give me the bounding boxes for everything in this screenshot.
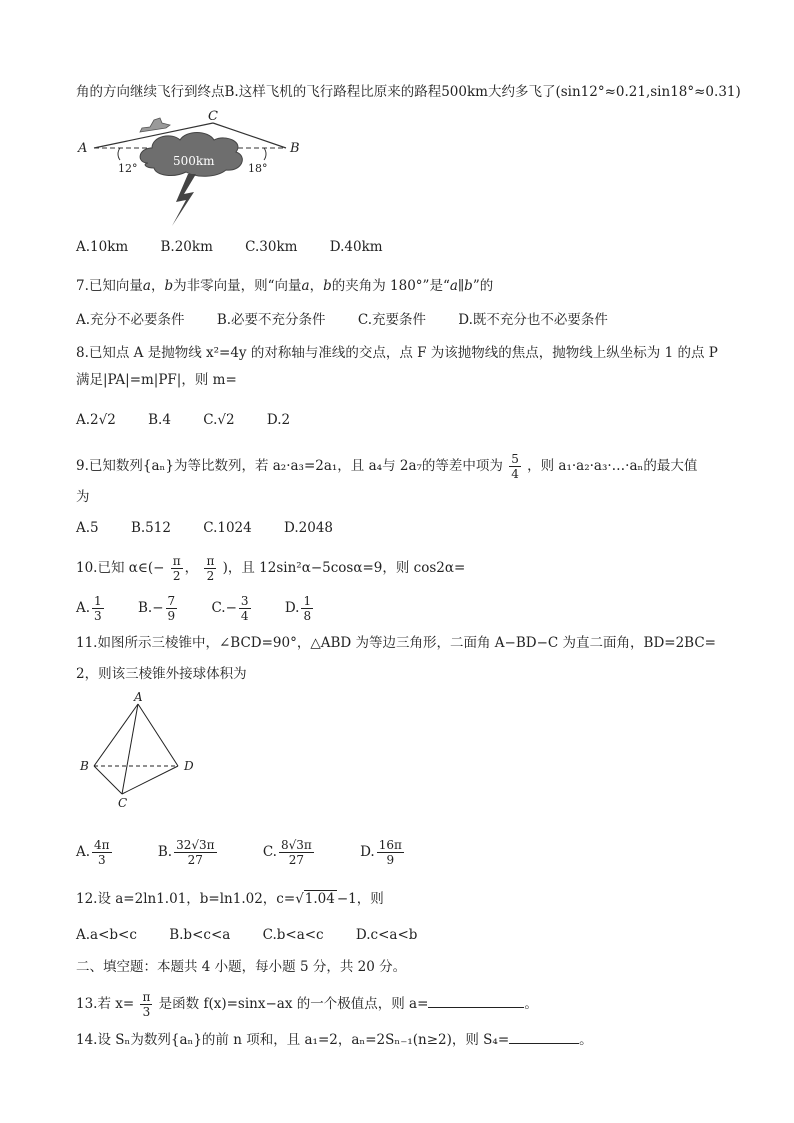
q12-option-c: C.b<a<c xyxy=(262,927,324,943)
q9-option-a: A.5 xyxy=(76,520,99,536)
q11-option-b xyxy=(158,838,219,867)
q10-option-b xyxy=(138,594,179,623)
q11-option-a xyxy=(76,838,114,867)
q13-answer-blank[interactable] xyxy=(428,993,524,1008)
q12-option-a: A.a<b<c xyxy=(76,927,137,943)
q6-option-b: B.20km xyxy=(160,239,213,255)
q7-option-b: B.必要不充分条件 xyxy=(216,312,326,328)
q7-sep-2: ， xyxy=(309,278,324,294)
section-2-heading: 二、填空题：本题共 4 小题，每小题 5 分，共 20 分。 xyxy=(76,959,407,975)
q6-fig-a: A xyxy=(78,141,88,156)
q10-option-d-num: 1 xyxy=(303,594,312,608)
q11-line2: 2，则该三棱锥外接球体积为 xyxy=(76,666,247,682)
q8-option-a: A.2√2 xyxy=(76,412,116,428)
q10-text-pre: 10.已知 α∈(− xyxy=(76,560,165,576)
q11-option-c xyxy=(263,838,316,867)
q10-option-b-frac xyxy=(166,594,178,623)
q13-fraction xyxy=(140,990,152,1019)
q13-end: 。 xyxy=(524,996,538,1012)
q11-fig-d: D xyxy=(184,759,194,773)
q10-option-c-sign: − xyxy=(225,600,237,616)
q6-option-d: D.40km xyxy=(329,239,383,255)
q11-option-a-frac xyxy=(92,838,112,867)
q10-text-post: )，且 12sin²α−5cosα=9，则 cos2α= xyxy=(222,560,466,576)
q10-option-c-prefix: C. xyxy=(211,600,226,616)
q7-option-d: D.既不充分也不必要条件 xyxy=(458,312,608,328)
q11-option-c-den: 27 xyxy=(288,853,305,867)
q10-option-b-num: 7 xyxy=(167,594,176,608)
q10-option-a-num: 1 xyxy=(94,594,102,608)
q11-fig-b: B xyxy=(80,759,89,773)
q11-option-c-frac xyxy=(279,838,314,867)
q6-angle-right: 18° xyxy=(248,162,268,175)
q10-option-b-sign: − xyxy=(152,600,164,616)
q9-option-d: D.2048 xyxy=(284,520,334,536)
q9-options xyxy=(76,518,361,538)
q12-sqrt-content: 1.04 xyxy=(304,891,335,907)
q10-option-a-frac xyxy=(92,594,104,623)
q10-comma: ， xyxy=(184,560,199,576)
q11-option-a-prefix: A. xyxy=(76,844,91,860)
q7-vec-a: a xyxy=(142,278,151,294)
q13-text-post: 是函数 f(x)=sinx−ax 的一个极值点，则 a= xyxy=(158,996,429,1012)
q10-option-b-den: 9 xyxy=(167,609,176,623)
q6-fig-c: C xyxy=(208,109,218,124)
q7-text-pre: 7.已知向量 xyxy=(76,278,143,294)
q7-option-c: C.充要条件 xyxy=(357,312,426,328)
q10-option-d-frac xyxy=(301,594,313,623)
q9-question xyxy=(76,452,697,481)
q13-frac-den: 3 xyxy=(142,1005,151,1019)
q10-option-a xyxy=(76,594,106,623)
q10-options xyxy=(76,594,343,623)
q11-option-b-num: 32√3π xyxy=(176,838,215,852)
q11-option-d-num: 16π xyxy=(378,838,402,852)
q9-line2: 为 xyxy=(76,489,90,505)
q7-text-post: ”的 xyxy=(472,278,494,294)
q11-options xyxy=(76,838,434,867)
q11-fig-c: C xyxy=(118,796,128,810)
q9-fraction xyxy=(509,452,521,481)
q7-text-mid2: 的夹角为 180°”是“ xyxy=(331,278,450,294)
q11-option-d-frac xyxy=(377,838,404,867)
q10-option-c xyxy=(211,594,252,623)
q6-options xyxy=(76,237,411,257)
q14-question xyxy=(76,1029,593,1050)
q10-frac-1 xyxy=(171,554,183,583)
q10-frac-2-num: π xyxy=(206,554,215,568)
q11-option-a-num: 4π xyxy=(94,838,110,852)
q7-vec-a-3: a xyxy=(449,278,458,294)
q8-option-d: D.2 xyxy=(266,412,291,428)
q8-line2: 满足|PA|=m|PF|，则 m= xyxy=(76,372,237,388)
q11-line1: 11.如图所示三棱锥中，∠BCD=90°，△ABD 为等边三角形，二面角 A−BD−C 为直二面角，BD=2BC= xyxy=(76,635,716,651)
q10-frac-2-den: 2 xyxy=(206,569,215,583)
q10-option-c-frac xyxy=(239,594,251,623)
q11-option-d xyxy=(360,838,406,867)
q10-option-b-prefix: B. xyxy=(137,600,153,616)
q14-end: 。 xyxy=(579,1032,593,1048)
q9-frac-num: 5 xyxy=(511,452,519,466)
q8-option-b: B.4 xyxy=(148,412,171,428)
q9-text-post: ，则 a₁·a₂·a₃·…·aₙ的最大值 xyxy=(527,458,698,474)
q8-line1: 8.已知点 A 是抛物线 x²=4y 的对称轴与准线的交点，点 F 为该抛物线的焦点，抛物线上纵坐标为 1 的点 P xyxy=(76,345,718,361)
q11-option-c-prefix: C. xyxy=(262,844,277,860)
q6-fig-b: B xyxy=(290,141,300,156)
q14-answer-blank[interactable] xyxy=(509,1029,579,1044)
q10-option-d-prefix: D. xyxy=(284,600,300,616)
q10-frac-1-num: π xyxy=(172,554,181,568)
q10-option-a-den: 3 xyxy=(94,609,102,623)
q6-option-a: A.10km xyxy=(76,239,129,255)
q9-option-c: C.1024 xyxy=(203,520,252,536)
q7-text-mid: 为非零向量，则“向量 xyxy=(173,278,302,294)
q11-option-d-den: 9 xyxy=(386,853,395,867)
q7-parallel: ∥ xyxy=(457,278,465,294)
q10-option-d-den: 8 xyxy=(303,609,312,623)
q7-vec-b-3: b xyxy=(464,278,473,294)
q12-options xyxy=(76,925,445,945)
airplane-icon xyxy=(140,118,170,132)
q13-text-pre: 13.若 x= xyxy=(76,996,135,1012)
q6-option-c: C.30km xyxy=(245,239,298,255)
q11-option-a-den: 3 xyxy=(97,853,106,867)
q6-flight-figure xyxy=(76,108,306,230)
q7-vec-a-2: a xyxy=(301,278,310,294)
q13-frac-num: π xyxy=(142,990,151,1004)
q13-question xyxy=(76,990,538,1019)
q10-option-c-den: 4 xyxy=(240,609,249,623)
q7-sep: ， xyxy=(150,278,165,294)
q12-option-b: B.b<c<a xyxy=(169,927,231,943)
sqrt-icon: √ xyxy=(295,891,304,907)
q12-option-d: D.c<a<b xyxy=(355,927,418,943)
q11-pyramid-figure xyxy=(76,690,206,810)
q10-option-a-prefix: A. xyxy=(76,600,91,616)
q11-option-b-prefix: B. xyxy=(157,844,173,860)
q7-vec-b-2: b xyxy=(323,278,332,294)
q7-option-a: A.充分不必要条件 xyxy=(76,312,185,328)
q11-fig-a: A xyxy=(134,690,143,704)
q6-angle-left: 12° xyxy=(118,162,138,175)
q9-option-b: B.512 xyxy=(130,520,171,536)
q7-vec-b: b xyxy=(164,278,174,294)
q10-frac-2 xyxy=(204,554,216,583)
q8-options xyxy=(76,410,318,430)
q6-text: 角的方向继续飞行到终点B.这样飞机的飞行路程比原来的路程500km大约多飞了(sin12°≈0.21,sin18°≈0.31) xyxy=(76,84,741,100)
q9-text-pre: 9.已知数列{aₙ}为等比数列，若 a₂·a₃=2a₁，且 a₄与 2a₇的等差中项为 xyxy=(76,458,503,474)
q12-question xyxy=(76,889,384,909)
q12-text-post: −1，则 xyxy=(336,891,384,907)
q7-options xyxy=(76,310,636,330)
q11-option-c-num: 8√3π xyxy=(280,838,312,852)
q10-option-d xyxy=(285,594,315,623)
q10-frac-1-den: 2 xyxy=(172,569,181,583)
q11-option-b-den: 27 xyxy=(187,853,203,867)
q10-option-c-num: 3 xyxy=(240,594,249,608)
q11-option-d-prefix: D. xyxy=(360,844,375,860)
q9-frac-den: 4 xyxy=(511,467,519,481)
q8-option-c: C.√2 xyxy=(203,412,235,428)
q10-question xyxy=(76,554,465,583)
q11-option-b-frac xyxy=(174,838,216,867)
q7-question xyxy=(76,276,493,296)
q14-text: 14.设 Sₙ为数列{aₙ}的前 n 项和，且 a₁=2，aₙ=2Sₙ₋₁(n≥2)，则 S₄= xyxy=(76,1032,510,1048)
q12-text-pre: 12.设 a=2ln1.01，b=ln1.02，c= xyxy=(76,891,296,907)
q6-distance-label: 500km xyxy=(173,154,215,168)
